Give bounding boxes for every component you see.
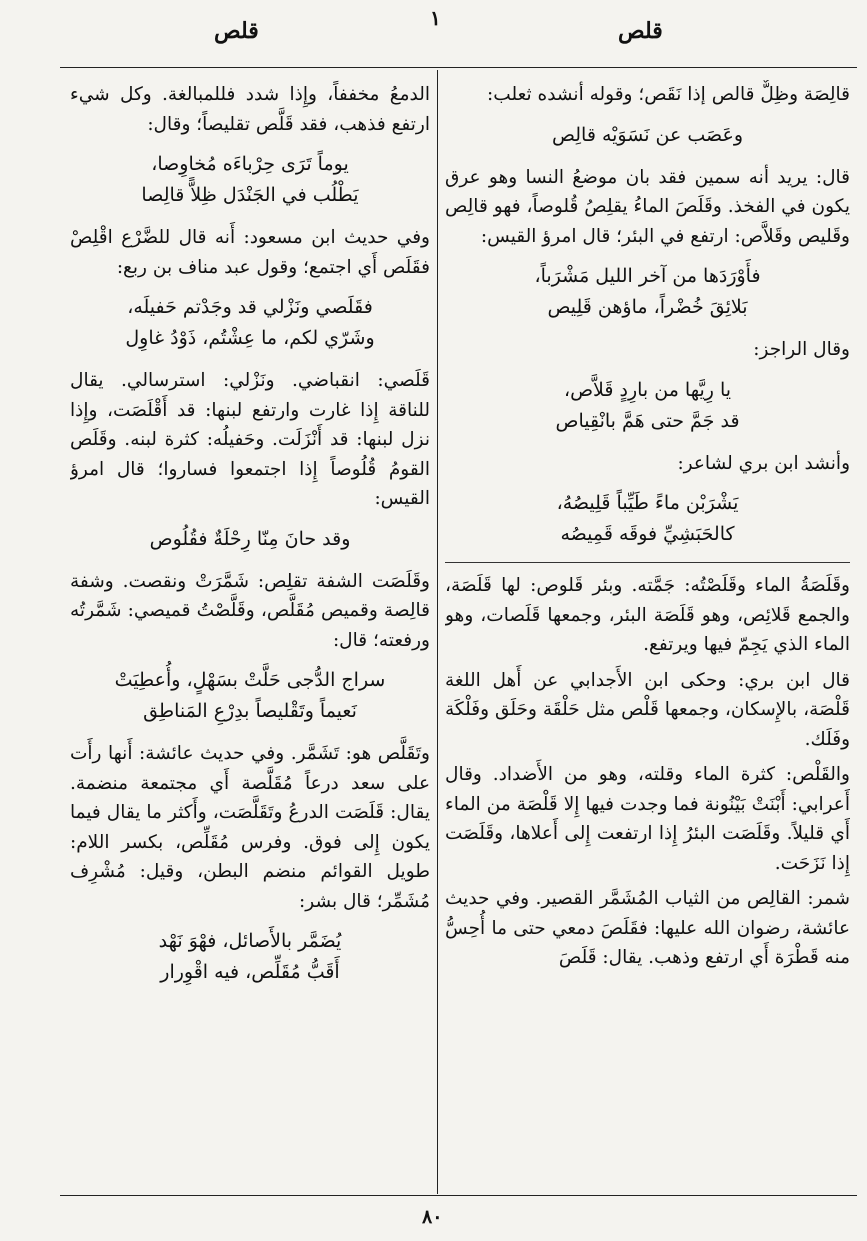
verse-line: فقَلَصي ونَزْلي قد وجَدْتم حَفيلَه، bbox=[127, 296, 373, 318]
verse-quote bbox=[70, 149, 430, 211]
entry-paragraph: وفي حديث ابن مسعود: أَنه قال للضَّرْع اقْلِصْ فقَلَص أَي اجتمع؛ وقول عبد مناف بن ربع: bbox=[70, 227, 430, 278]
header-word-left: قلص bbox=[214, 18, 259, 44]
verse-line: يوماً تَرَى حِرْباءَه مُخاوِصا، bbox=[151, 153, 349, 175]
header-mark: ١ bbox=[430, 6, 441, 30]
right-column bbox=[445, 80, 850, 1190]
entry-paragraph: شمر: القالِص من الثياب المُشَمَّر القصير. وفي حديث عائشة، رضوان الله عليها: فقَلَصَ دمعي حتى ما أُحِسُّ منه قَطْرَة أَي ارتفع وذهب. يقال: قَلَصَ bbox=[445, 888, 850, 968]
verse-line: وقد حانَ مِنّا رِحْلَةٌ فقُلُوص bbox=[149, 527, 351, 550]
verse-quote bbox=[445, 488, 850, 550]
entry-paragraph: وقَلَصَت الشفة تقلِص: شَمَّرَتْ ونقصت. وشفة قالِصة وقميص مُقَلَّص، وقَلَّصْتُ قميصي: شَمَّرتُه ورفعته؛ قال: bbox=[70, 570, 430, 651]
verse-line: يا رِيَّها من بارِدٍ قَلاَّص، bbox=[563, 378, 732, 401]
header-word-right: قلص bbox=[618, 18, 663, 44]
left-column bbox=[70, 80, 430, 1190]
verse-line: قد جَمَّ حتى هَمَّ بانْقِياص bbox=[555, 409, 740, 432]
column-divider bbox=[437, 70, 438, 1194]
verse-line: يَطْلُب في الجَنْدَل ظِلاًّ قالِصا bbox=[141, 184, 359, 206]
verse-quote bbox=[70, 292, 430, 354]
verse-quote bbox=[70, 524, 430, 555]
verse-line: كالحَبَشِيِّ فوقَه قَمِيصُه bbox=[560, 523, 735, 545]
entry-paragraph: قَلَصي: انقباضي. ونَزْلي: استرسالي. يقال للناقة إِذا غارت وارتفع لبنها: قد أَقْلَصَت، وإِذا نزل لبنها: قد أَنْزَلَت. وحَفيلُه: كثرة لبنه. وقَلَص القومُ قُلُوصاً إِذا اجتمعوا فساروا؛ قال امرؤ القيس: bbox=[70, 370, 430, 509]
verse-line: يُضَمَّر بالأَصائل، فهْوَ نَهْد bbox=[158, 930, 342, 952]
verse-line: بَلائِقَ خُضْراً، ماؤهن قَلِيص bbox=[547, 296, 748, 318]
verse-line: نَعيماً وتَقْليصاً بدِرْعِ المَناطِق bbox=[143, 700, 357, 722]
section-separator bbox=[445, 562, 850, 563]
entry-paragraph: قالِصَة وظِلٌّ قالص إذا نَقَص؛ وقوله أنشده ثعلب: bbox=[487, 84, 850, 105]
verse-line: يَشْرَبْن ماءً طَيِّباً قَلِيصُهُ، bbox=[556, 492, 739, 514]
bottom-rule bbox=[60, 1195, 857, 1196]
verse-quote bbox=[70, 926, 430, 988]
verse-quote bbox=[445, 120, 850, 151]
entry-paragraph: قال ابن بري: وحكى ابن الأَجدابي عن أَهل اللغة قَلْصَة، بالإِسكان، وجمعها قَلْص مثل حَلْقَة وحَلَق وفَلْكَة وفَلَك. bbox=[445, 669, 850, 750]
verse-line: وعَصَب عن نَسَوَيْه قالِص bbox=[551, 123, 744, 146]
entry-paragraph: والقَلْص: كثرة الماء وقلته، وهو من الأَضداد. وقال أَعرابي: أَبْنَتْ بَيْنُونة فما وجدت فيها إِلا قَلْصَة من الماء أَي قليلاً. وقَلَصَت البئرُ إِذا ارتفعت إِلى أَعلاها، وقَلَصَت إِذا نَزَحَت. bbox=[445, 764, 850, 874]
verse-line: فأَوْرَدَها من آخر الليل مَشْرَباً، bbox=[534, 265, 761, 287]
verse-line: سراج الدُّجى حَلَّتْ بسَهْلٍ، وأُعطِيَتْ bbox=[114, 669, 386, 691]
verse-line: أَقَبُّ مُقَلِّص، فيه اقْوِرار bbox=[160, 961, 340, 983]
entry-paragraph: الدمعُ مخففاً، وإِذا شدد فللمبالغة. وكل شيء ارتفع فذهب، فقد قَلَّص تقليصاً؛ وقال: bbox=[70, 84, 430, 135]
entry-paragraph: وتَقَلَّص هو: تَشَمَّر. وفي حديث عائشة: أَنها رأَت على سعد درعاً مُقَلَّصة أَي مجتمعة منضمة. يقال: قَلَصَت الدرعُ وتَقَلَّصَت، وأَكثر ما يقال فيما يكون إِلى فوق. وفرس مُقَلِّص، بكسر اللام: طويل القوائم منضم البطن، وقيل: مُشْرِف مُشَمِّر؛ قال بشر: bbox=[70, 743, 430, 912]
top-rule bbox=[60, 67, 857, 68]
verse-line: وشَرّي لكم، ما عِشْتُم، ذَوْدُ غاوِل bbox=[125, 327, 375, 349]
page-number: ٨٠ bbox=[422, 1206, 443, 1228]
verse-quote bbox=[445, 375, 850, 437]
entry-paragraph: وأنشد ابن بري لشاعر: bbox=[677, 452, 850, 474]
verse-quote bbox=[70, 665, 430, 727]
verse-quote bbox=[445, 261, 850, 323]
entry-paragraph: قال: يريد أنه سمين فقد بان موضعُ النسا وهو عرق يكون في الفخذ. وقَلَصَ الماءُ يقلِصُ قُلوصاً، فهو قالِص وقَليص وقَلاَّص: ارتفع في البئر؛ قال امرؤ القيس: bbox=[445, 166, 850, 247]
entry-paragraph: وقال الراجز: bbox=[753, 339, 850, 360]
entry-paragraph: وقَلَصَةُ الماء وقَلَصْتُه: جَمَّته. وبئر قَلوص: لها قَلَصَة، والجمع قَلائِص، وهو قَلَصَة البئر، وجمعها قَلَصات، وهو الماء الذي يَجِمّ فيها ويرتفع. bbox=[445, 575, 850, 655]
